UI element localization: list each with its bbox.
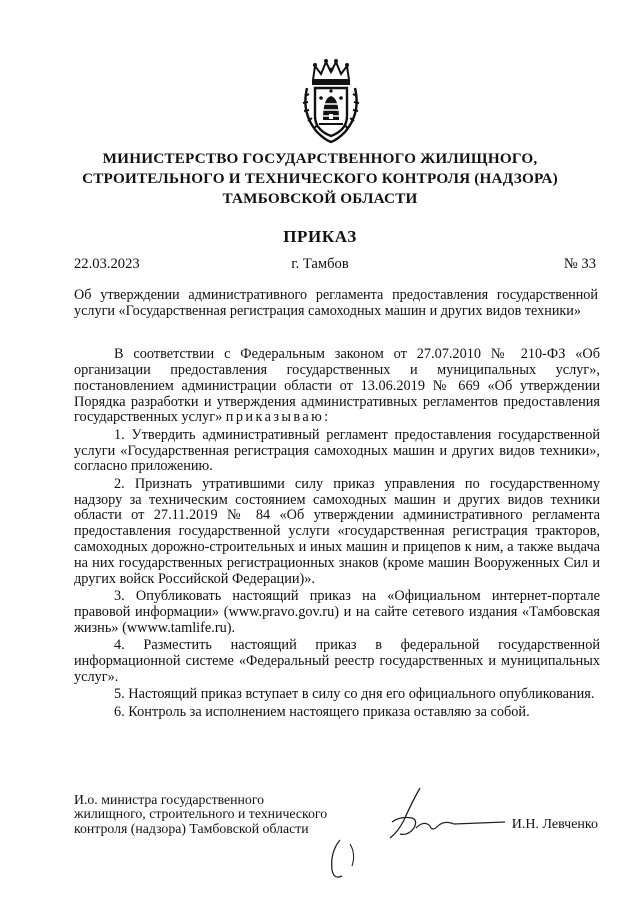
order-item-4: 4. Разместить настоящий приказ в федеральной государственной информационной системе «Федеральный реестр государственных и муниципальных услуг». bbox=[74, 637, 600, 685]
ministry-line-2: СТРОИТЕЛЬНОГО И ТЕХНИЧЕСКОГО КОНТРОЛЯ (НАДЗОРА) bbox=[82, 170, 558, 187]
signatory-position bbox=[74, 793, 327, 836]
ministry-line-3: ТАМБОВСКОЙ ОБЛАСТИ bbox=[222, 190, 418, 207]
preamble-text: В соответствии с Федеральным законом от 27.07.2010 № 210-ФЗ «Об организации предоставления государственных и муниципальных услуг», постановлением администрации области от 13.06.2019 № 669 «Об утверждении Порядка разработки и утверждения административных регламентов предоставления государственных услуг» bbox=[74, 346, 600, 426]
order-item-5: 5. Настоящий приказ вступает в силу со дня его официального опубликования. bbox=[114, 686, 595, 703]
document-number: № 33 bbox=[563, 256, 596, 272]
document-subject: Об утверждении административного регламента предоставления государственной услуги «Государственная регистрация самоходных машин и других видов техники» bbox=[74, 287, 598, 319]
order-item-3: 3. Опубликовать настоящий приказ на «Официальном интернет-портале правовой информации» (www.pravo.gov.ru) и на сайте сетевого издания «Тамбовская жизнь» (wwww.tamlife.ru). bbox=[74, 588, 600, 636]
order-word: приказываю: bbox=[225, 409, 331, 426]
signatory-position-line-2: жилищного, строительного и технического bbox=[74, 806, 328, 822]
signatory-position-line-1: И.о. министра государственного bbox=[74, 792, 265, 807]
ministry-name bbox=[60, 149, 580, 209]
document-date: 22.03.2023 bbox=[74, 256, 140, 272]
handwritten-signature bbox=[320, 780, 510, 890]
signatory-position-line-3: контроля (надзора) Тамбовской области bbox=[74, 820, 309, 836]
ministry-line-1: МИНИСТЕРСТВО ГОСУДАРСТВЕННОГО ЖИЛИЩНОГО, bbox=[102, 150, 538, 167]
signatory-name: И.Н. Левченко bbox=[511, 817, 598, 832]
document-type: ПРИКАЗ bbox=[283, 227, 357, 246]
order-item-1: 1. Утвердить административный регламент предоставления государственной услуги «Государственная регистрация самоходных машин и других видов техники», согласно приложению. bbox=[74, 426, 600, 475]
preamble-paragraph bbox=[74, 347, 600, 426]
tambov-coat-of-arms-icon bbox=[299, 58, 363, 144]
order-item-6: 6. Контроль за исполнением настоящего приказа оставляю за собой. bbox=[114, 703, 530, 720]
document-city: г. Тамбов bbox=[291, 256, 349, 272]
document-body bbox=[74, 347, 600, 722]
order-item-2: 2. Признать утратившими силу приказ управления по государственному надзору за техническим состоянием самоходных машин и других видов техники области от 27.11.2019 № 84 «Об утверждении административного регламента предоставления государственной услуги «государственная регистрация тракторов, самоходных дорожно-строительных и иных машин и прицепов к ним, а также выдача на них государственных регистрационных знаков (кроме машин Вооруженных Сил и других войск Российской Федерации)». bbox=[74, 475, 600, 587]
